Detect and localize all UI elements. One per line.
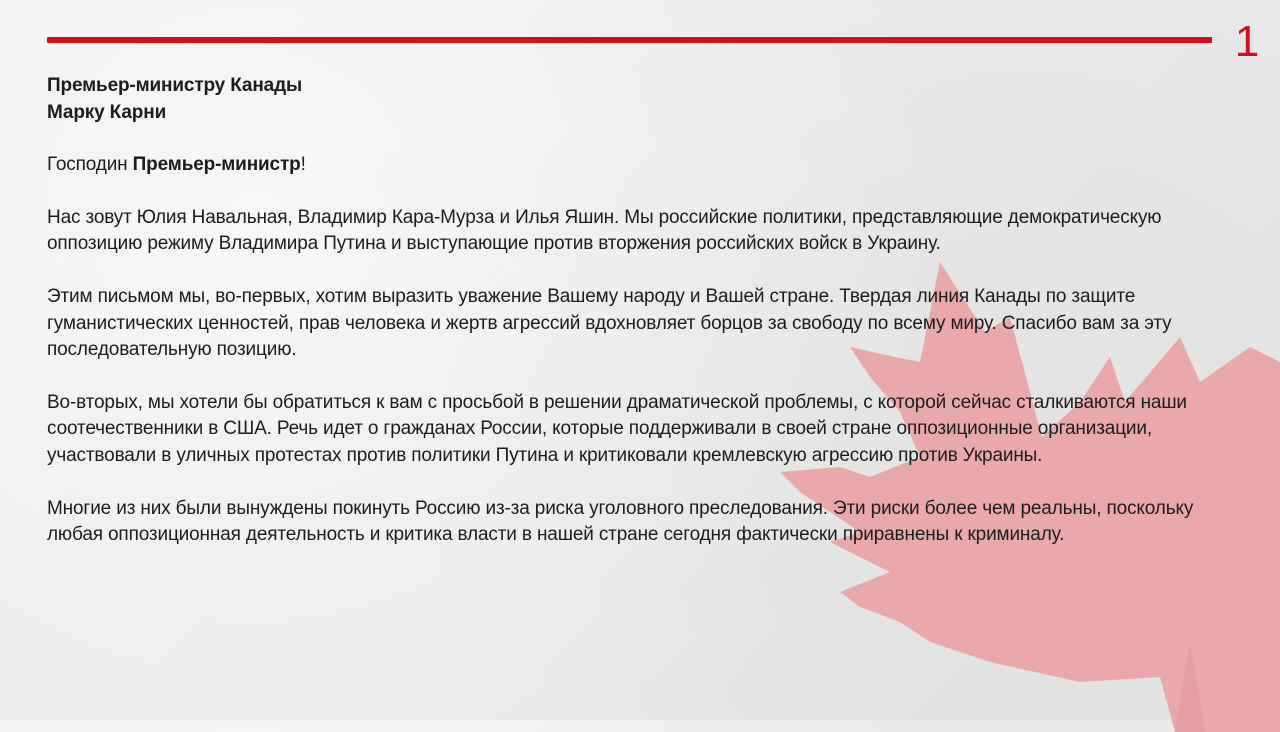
addressee-line-2: Марку Карни [47, 101, 167, 123]
paragraph-gratitude: Этим письмом мы, во-первых, хотим выразить уважение Вашему народу и Вашей стране. Твердая линия Канады по защите гуманистических ценностей, прав человека и жертв агрессий вдохновляет борцов за свободу по всему миру. Спасибо вам за эту последовательную позицию. [47, 285, 1172, 361]
salutation-prefix: Господин [47, 154, 133, 176]
salutation-title: Премьер-министр [132, 154, 301, 176]
letter-body [47, 73, 1227, 575]
top-rule [47, 37, 1212, 43]
addressee-line-1: Премьер-министру Канады [47, 75, 303, 96]
salutation [47, 152, 1227, 179]
paragraph-request: Во-вторых, мы хотели бы обратиться к вам с просьбой в решении драматической проблемы, с которой сейчас сталкиваются наши соотечественники в США. Речь идет о гражданах России, которые поддерживали в своей стране оппозиционные организации, участвовали в уличных протестах против политики Путина и критиковали кремлевскую агрессию против Украины. [47, 391, 1187, 466]
addressee [47, 73, 1227, 126]
paragraph-risks: Многие из них были вынуждены покинуть Россию из-за риска уголовного преследования. Эти риски более чем реальны, поскольку любая оппозиционная деятельность и критика власти в нашей стране сегодня фактически приравнены к криминалу. [47, 497, 1194, 546]
salutation-suffix: ! [300, 154, 306, 176]
page-number: 1 [1234, 17, 1260, 66]
paragraph-intro: Нас зовут Юлия Навальная, Владимир Кара-Мурза и Илья Яшин. Мы российские политики, представляющие демократическую оппозицию режиму Владимира Путина и выступающие против вторжения российских войск в Украину. [47, 206, 1162, 255]
